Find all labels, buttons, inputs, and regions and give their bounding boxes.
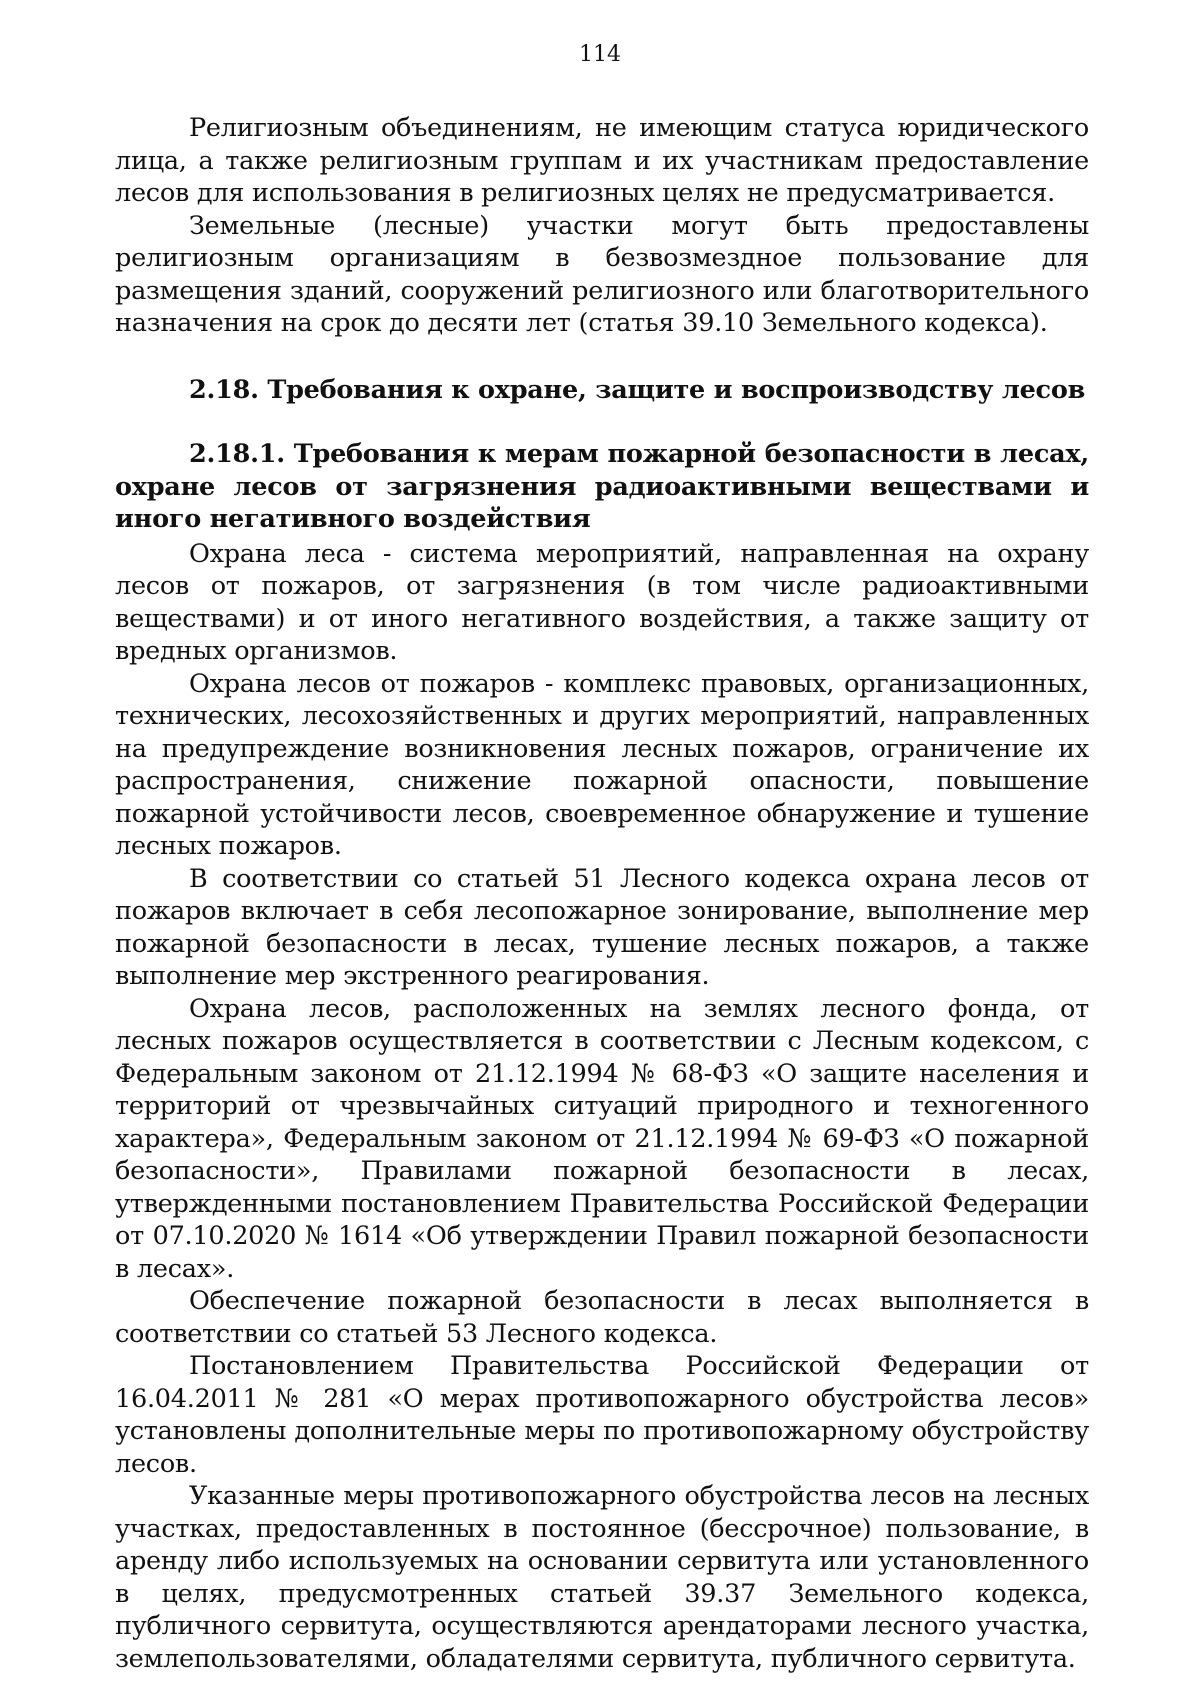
paragraph-resolution-281: Постановлением Правительства Российской Федерации от 16.04.2011 № 281 «О мерах противопожарного обустройства лесов» установлены дополнительные меры по противопожарному обустройству лесов. bbox=[115, 1351, 1089, 1479]
paragraph-legal-basis: Охрана лесов, расположенных на землях лесного фонда, от лесных пожаров осуществляется в соответствии с Лесным кодексом, с Федеральным законом от 21.12.1994 № 68-ФЗ «О защите населения и территорий от чрезвычайных ситуаций природного и техногенного характера», Федеральным законом от 21.12.1994 № 69-ФЗ «О пожарной безопасности», Правилами пожарной безопасности в лесах, утвержденными постановлением Правительства Российской Федерации от 07.10.2020 № 1614 «Об утверждении Правил пожарной безопасности в лесах». bbox=[115, 993, 1089, 1284]
paragraph-land-plots: Земельные (лесные) участки могут быть предоставлены религиозным организациям в безвозмездное пользование для размещения зданий, сооружений религиозного или благотворительного назначения на срок до десяти лет (статья 39.10 Земельного кодекса). bbox=[115, 210, 1089, 338]
subsection-heading: 2.18.1. Требования к мерам пожарной безопасности в лесах, охране лесов от загрязнения радиоактивными веществами и иного негативного воздействия bbox=[115, 439, 1089, 534]
paragraph-article-51: В соответствии со статьей 51 Лесного кодекса охрана лесов от пожаров включает в себя лесопожарное зонирование, выполнение мер пожарной безопасности в лесах, тушение лесных пожаров, а также выполнение мер экстренного реагирования. bbox=[115, 863, 1089, 991]
paragraph-article-53: Обеспечение пожарной безопасности в лесах выполняется в соответствии со статьей 53 Лесного кодекса. bbox=[115, 1286, 1089, 1349]
paragraph-responsible-parties: Указанные меры противопожарного обустройства лесов на лесных участках, предоставленных в постоянное (бессрочное) пользование, в аренду либо используемых на основании сервитута или установленного в целях, предусмотренных статьей 39.37 Земельного кодекса, публичного сервитута, осуществляются арендаторами лесного участка, землепользователями, обладателями сервитута, публичного сервитута. bbox=[115, 1481, 1089, 1674]
paragraph-religious-associations: Религиозным объединениям, не имеющим статуса юридического лица, а также религиозным группам и их участникам предоставление лесов для использования в религиозных целях не предусматривается. bbox=[115, 113, 1089, 208]
paragraph-fire-protection-definition: Охрана лесов от пожаров - комплекс правовых, организационных, технических, лесохозяйственных и других мероприятий, направленных на предупреждение возникновения лесных пожаров, ограничение их распространения, снижение пожарной опасности, повышение пожарной устойчивости лесов, своевременное обнаружение и тушение лесных пожаров. bbox=[115, 668, 1089, 861]
section-heading: 2.18. Требования к охране, защите и воспроизводству лесов bbox=[189, 374, 1086, 405]
page-number: 114 bbox=[579, 42, 621, 67]
document-body bbox=[115, 112, 1089, 1675]
paragraph-forest-protection-definition: Охрана леса - система мероприятий, направленная на охрану лесов от пожаров, от загрязнения (в том числе радиоактивными веществами) и от иного негативного воздействия, а также защиту от вредных организмов. bbox=[115, 538, 1089, 666]
